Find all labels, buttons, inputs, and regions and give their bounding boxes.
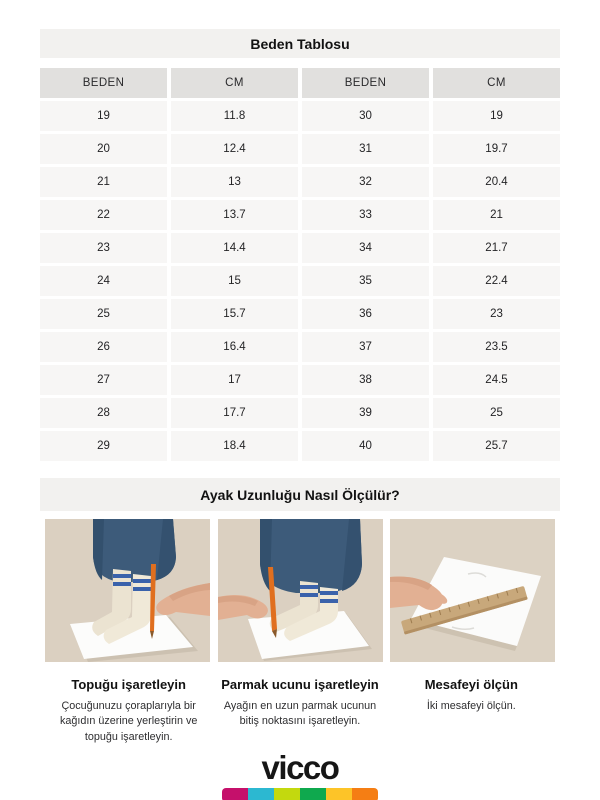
size-table-cell: 25 bbox=[433, 398, 560, 428]
size-table-cell: 23 bbox=[40, 233, 167, 263]
size-table-cell: 23 bbox=[433, 299, 560, 329]
mark-toe-photo bbox=[218, 519, 383, 662]
brand-stripe-segment bbox=[222, 788, 248, 800]
size-table-cell: 22.4 bbox=[433, 266, 560, 296]
step-title: Mesafeyi ölçün bbox=[424, 677, 518, 692]
size-table-cell: 30 bbox=[302, 101, 429, 131]
size-table-cell: 12.4 bbox=[171, 134, 298, 164]
size-table-cell: 23.5 bbox=[433, 332, 560, 362]
size-table-cell: 31 bbox=[302, 134, 429, 164]
size-table-header-bar bbox=[40, 29, 560, 58]
size-table-header-cell: CM bbox=[433, 68, 560, 98]
size-table-cell: 21 bbox=[40, 167, 167, 197]
measure-captions-row bbox=[0, 677, 600, 745]
size-table-cell: 15 bbox=[171, 266, 298, 296]
mark-heel-photo bbox=[45, 519, 210, 662]
size-table-cell: 33 bbox=[302, 200, 429, 230]
step-description: Çocuğunuzu çoraplarıyla bir kağıdın üzerine yerleştirin ve topuğu işaretleyin. bbox=[59, 700, 198, 743]
size-table-cell: 18.4 bbox=[171, 431, 298, 461]
brand-stripe-segment bbox=[274, 788, 300, 800]
size-table-cell: 19 bbox=[433, 101, 560, 131]
size-table-cell: 19 bbox=[40, 101, 167, 131]
size-table-header-cell: BEDEN bbox=[302, 68, 429, 98]
size-table-cell: 17.7 bbox=[171, 398, 298, 428]
size-table-cell: 38 bbox=[302, 365, 429, 395]
size-table bbox=[40, 68, 560, 461]
brand-stripe-icon bbox=[222, 788, 378, 800]
size-table-cell: 19.7 bbox=[433, 134, 560, 164]
brand-stripe-segment bbox=[326, 788, 352, 800]
step-measure-distance bbox=[386, 677, 557, 745]
size-table-cell: 25.7 bbox=[433, 431, 560, 461]
size-table-cell: 32 bbox=[302, 167, 429, 197]
step-description: Ayağın en uzun parmak ucunun bitiş noktasını işaretleyin. bbox=[223, 700, 377, 728]
size-table-cell: 20.4 bbox=[433, 167, 560, 197]
measure-photos-row bbox=[0, 519, 600, 662]
size-table-cell: 37 bbox=[302, 332, 429, 362]
step-title: Topuğu işaretleyin bbox=[71, 677, 186, 692]
size-table-cell: 21.7 bbox=[433, 233, 560, 263]
size-table-cell: 35 bbox=[302, 266, 429, 296]
measure-section-title: Ayak Uzunluğu Nasıl Ölçülür? bbox=[200, 486, 400, 503]
step-mark-heel bbox=[43, 677, 214, 745]
size-table-cell: 13.7 bbox=[171, 200, 298, 230]
brand-logo: vicco bbox=[261, 749, 339, 786]
size-table-cell: 13 bbox=[171, 167, 298, 197]
size-table-cell: 20 bbox=[40, 134, 167, 164]
measure-distance-photo bbox=[390, 519, 555, 662]
brand-stripe-segment bbox=[352, 788, 378, 800]
size-table-cell: 28 bbox=[40, 398, 167, 428]
size-table-title: Beden Tablosu bbox=[250, 35, 350, 52]
step-description: İki mesafeyi ölçün. bbox=[426, 700, 516, 712]
size-table-cell: 11.8 bbox=[171, 101, 298, 131]
size-table-cell: 27 bbox=[40, 365, 167, 395]
brand-footer bbox=[0, 751, 600, 800]
size-table-cell: 14.4 bbox=[171, 233, 298, 263]
size-table-cell: 26 bbox=[40, 332, 167, 362]
size-table-cell: 29 bbox=[40, 431, 167, 461]
step-title: Parmak ucunu işaretleyin bbox=[221, 677, 379, 692]
size-table-cell: 15.7 bbox=[171, 299, 298, 329]
size-table-cell: 21 bbox=[433, 200, 560, 230]
size-table-cell: 16.4 bbox=[171, 332, 298, 362]
size-table-cell: 24.5 bbox=[433, 365, 560, 395]
brand-stripe-segment bbox=[248, 788, 274, 800]
step-mark-toe bbox=[214, 677, 385, 745]
size-table-cell: 22 bbox=[40, 200, 167, 230]
size-table-cell: 17 bbox=[171, 365, 298, 395]
size-table-cell: 36 bbox=[302, 299, 429, 329]
size-table-header-cell: BEDEN bbox=[40, 68, 167, 98]
size-table-cell: 34 bbox=[302, 233, 429, 263]
measure-section-header-bar bbox=[40, 478, 560, 511]
size-table-header-cell: CM bbox=[171, 68, 298, 98]
size-table-cell: 24 bbox=[40, 266, 167, 296]
size-table-cell: 25 bbox=[40, 299, 167, 329]
size-table-cell: 39 bbox=[302, 398, 429, 428]
brand-stripe-segment bbox=[300, 788, 326, 800]
size-table-cell: 40 bbox=[302, 431, 429, 461]
